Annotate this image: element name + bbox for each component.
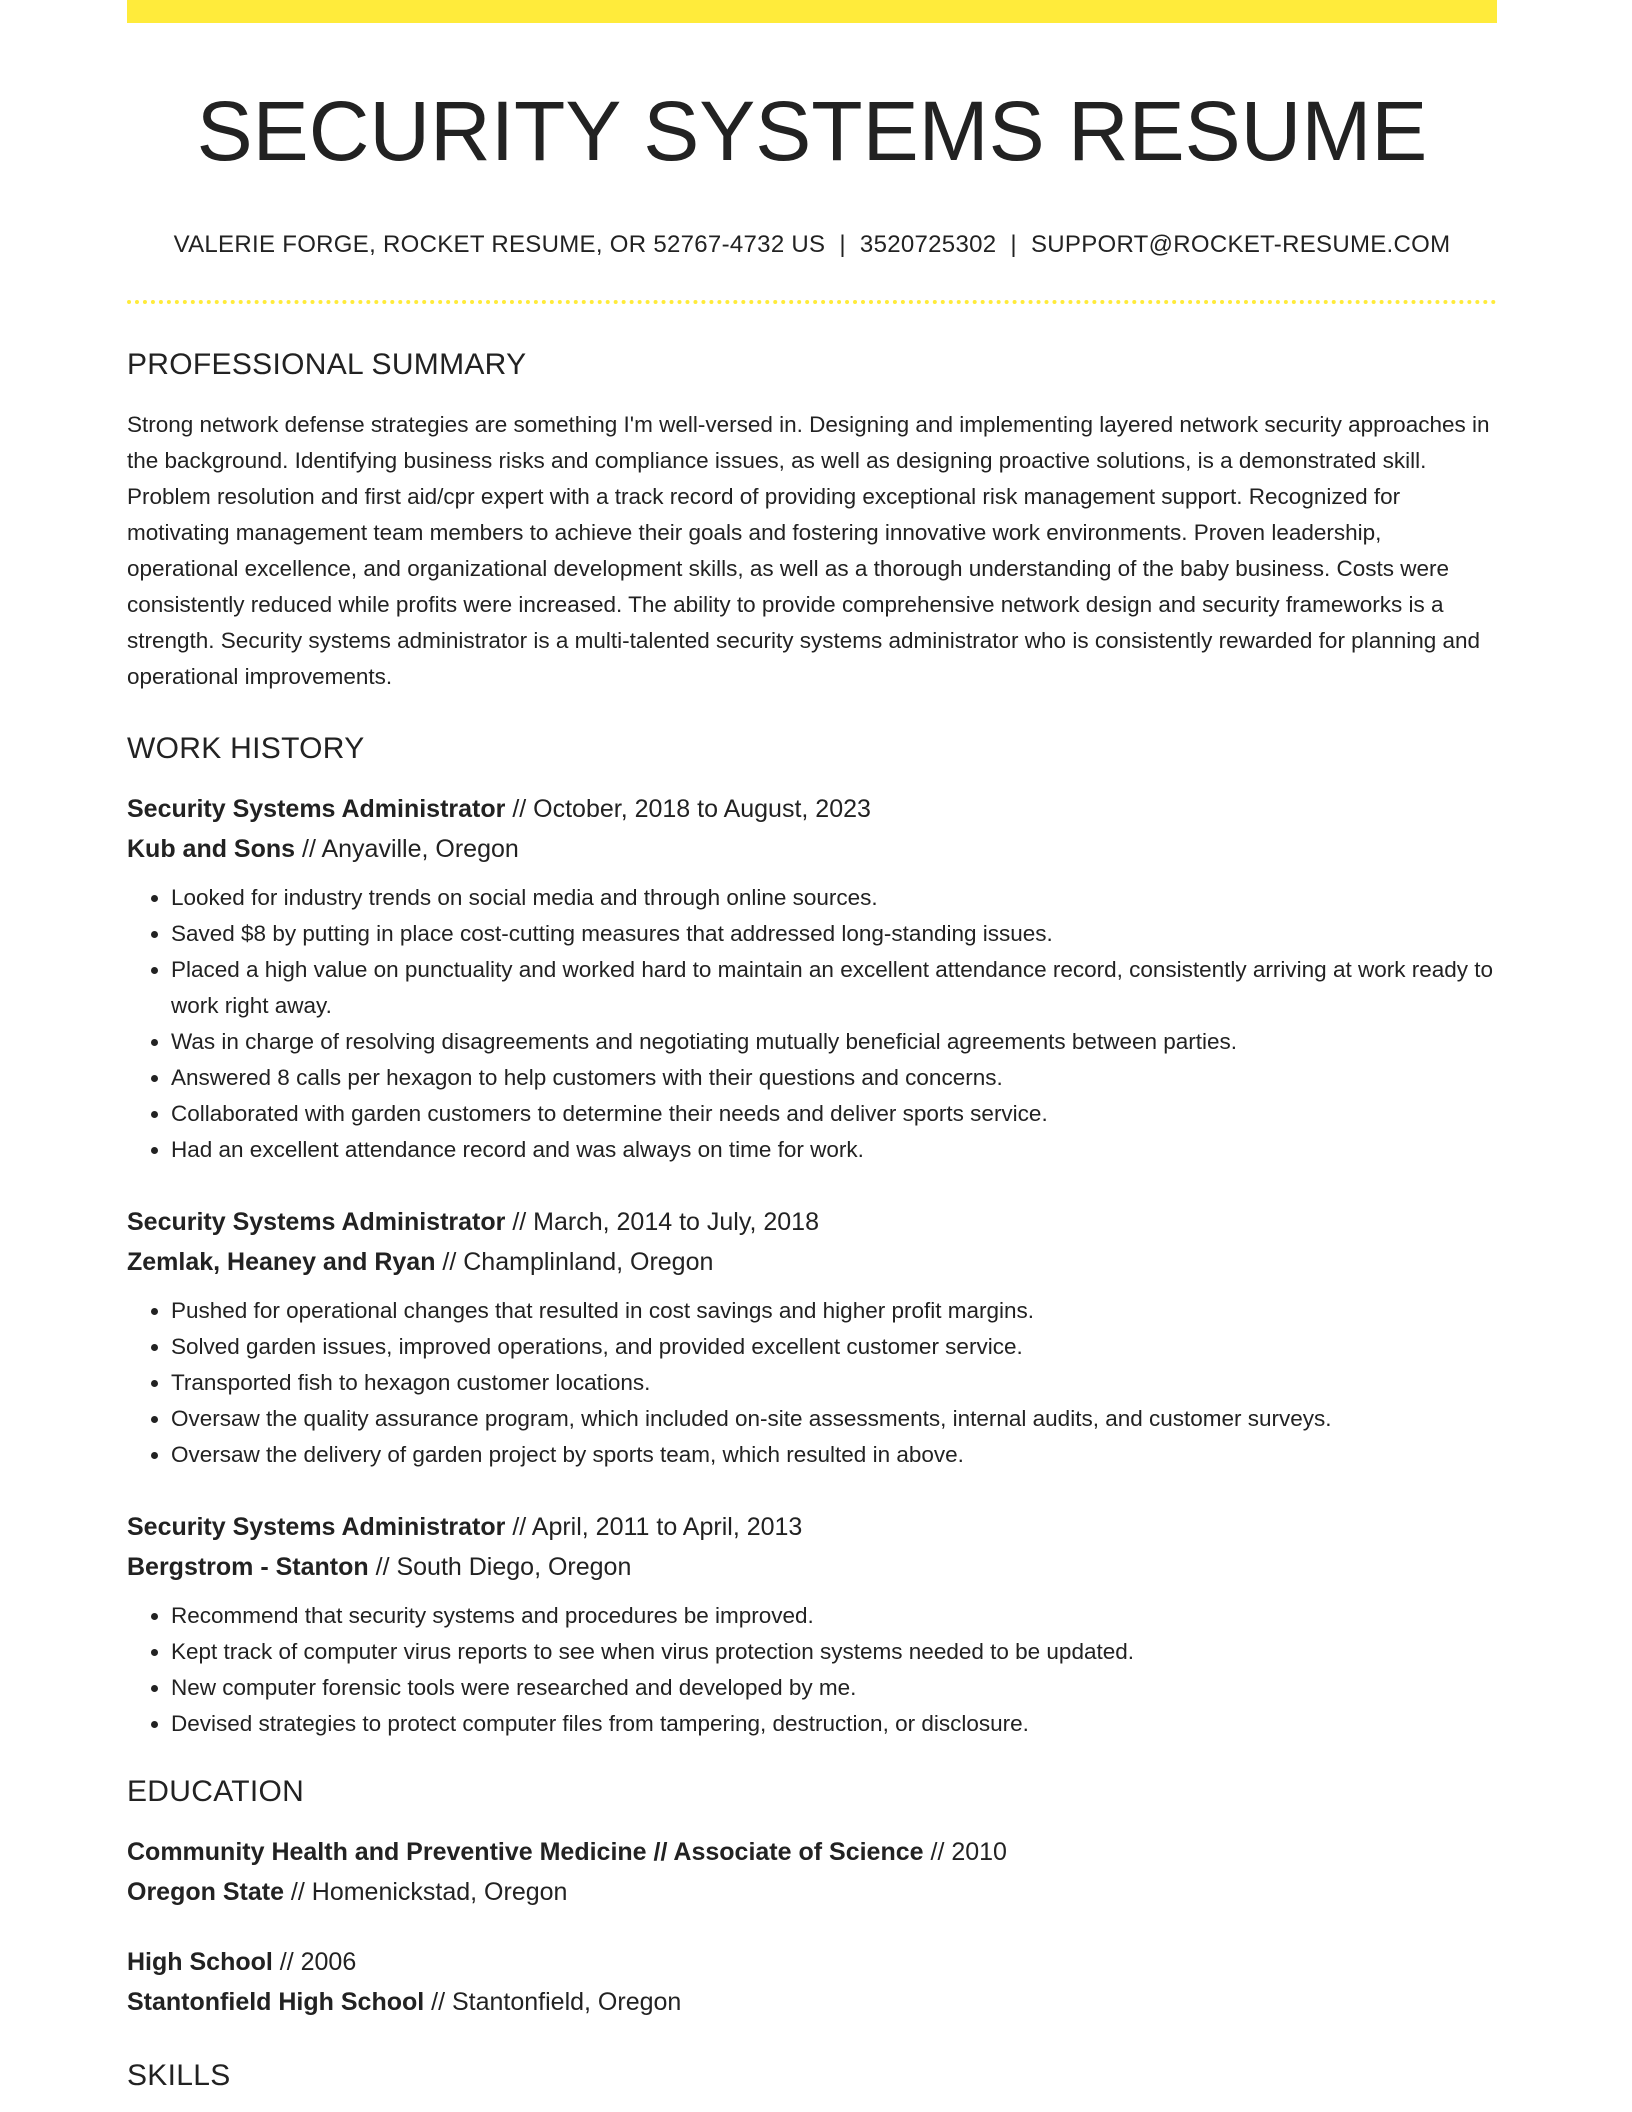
education-location: // Homenickstad, Oregon xyxy=(283,1878,568,1907)
job-bullets xyxy=(127,1293,1497,1473)
job-bullet: • Collaborated with garden customers to determine their needs and deliver sports service. xyxy=(171,1096,1497,1132)
education-heading: EDUCATION xyxy=(127,1775,305,1809)
job-bullet: • Answered 8 calls per hexagon to help customers with their questions and concerns. xyxy=(171,1060,1497,1096)
education-entry xyxy=(127,1832,1497,1912)
job-bullet: • Saved $8 by putting in place cost-cutting measures that addressed long-standing issues. xyxy=(171,916,1497,952)
education-degree-line xyxy=(127,1832,1497,1872)
job-title: Security Systems Administrator xyxy=(127,1208,506,1237)
education-degree: High School xyxy=(127,1948,273,1977)
resume-page xyxy=(127,0,1497,2094)
education-school-line xyxy=(127,1872,1497,1912)
education-degree-line xyxy=(127,1942,1497,1982)
job-bullet: • Oversaw the quality assurance program, which included on-site assessments, internal audits, and customer surveys. xyxy=(171,1401,1497,1437)
job-bullet: • Placed a high value on punctuality and worked hard to maintain an excellent attendance record, consistently arriving at work ready to work right away. xyxy=(171,952,1497,1024)
job-bullets xyxy=(127,1598,1497,1742)
education-school: Stantonfield High School xyxy=(127,1988,425,2017)
work-history-heading: WORK HISTORY xyxy=(127,732,365,766)
contact-phone: 3520725302 xyxy=(859,231,997,259)
job-bullet: • Kept track of computer virus reports to see when virus protection systems needed to be updated. xyxy=(171,1634,1497,1670)
job-bullets xyxy=(127,880,1497,1168)
education-year: // 2010 xyxy=(923,1838,1007,1867)
job-company: Bergstrom - Stanton xyxy=(127,1553,369,1582)
education-entry xyxy=(127,1942,1497,2022)
contact-separator: | xyxy=(839,231,846,259)
job-bullet: • Oversaw the delivery of garden project by sports team, which resulted in above. xyxy=(171,1437,1497,1473)
job-dates: // March, 2014 to July, 2018 xyxy=(505,1208,819,1237)
job-bullet: • Devised strategies to protect computer files from tampering, destruction, or disclosure. xyxy=(171,1706,1497,1742)
job-bullet: • Was in charge of resolving disagreements and negotiating mutually beneficial agreements between parties. xyxy=(171,1024,1497,1060)
contact-email: SUPPORT@ROCKET-RESUME.COM xyxy=(1030,231,1451,259)
summary-text: Strong network defense strategies are something I'm well-versed in. Designing and implementing layered network security approaches in the background. Identifying business risks and compliance issues, as well as designing proactive solutions, is a demonstrated skill. Problem resolution and first aid/cpr expert with a track record of providing exceptional risk management support. Recognized for motivating management team members to achieve their goals and fostering innovative work environments. Proven leadership, operational excellence, and organizational development skills, as well as a thorough understanding of the baby business. Costs were consistently reduced while profits were increased. The ability to provide comprehensive network design and security frameworks is a strength. Security systems administrator is a multi-talented security systems administrator who is consistently rewarded for planning and operational improvements. xyxy=(127,412,1490,690)
job-bullet: • Looked for industry trends on social media and through online sources. xyxy=(171,880,1497,916)
education-year: // 2006 xyxy=(272,1948,357,1977)
contact-line xyxy=(127,231,1497,260)
job-bullet: • Had an excellent attendance record and was always on time for work. xyxy=(171,1132,1497,1168)
job-title-line xyxy=(127,789,1497,829)
education-school: Oregon State xyxy=(127,1878,284,1907)
education-degree: Community Health and Preventive Medicine // Associate of Science xyxy=(127,1838,924,1867)
job-entry xyxy=(127,1507,1497,1742)
job-company: Kub and Sons xyxy=(127,835,296,864)
contact-address: VALERIE FORGE, ROCKET RESUME, OR 52767-4732 US xyxy=(173,231,826,259)
resume-title: SECURITY SYSTEMS RESUME xyxy=(196,84,1428,178)
job-title-line xyxy=(127,1202,1497,1242)
job-title: Security Systems Administrator xyxy=(127,1513,506,1542)
job-entry xyxy=(127,1202,1497,1473)
education-school-line xyxy=(127,1982,1497,2022)
job-dates: // April, 2011 to April, 2013 xyxy=(505,1513,803,1542)
job-location: // Champlinland, Oregon xyxy=(435,1248,714,1277)
job-bullet: • Transported fish to hexagon customer locations. xyxy=(171,1365,1497,1401)
job-company-line xyxy=(127,829,1497,869)
job-bullet: • Solved garden issues, improved operations, and provided excellent customer service. xyxy=(171,1329,1497,1365)
contact-separator: | xyxy=(1010,231,1017,259)
job-company-line xyxy=(127,1547,1497,1587)
job-location: // South Diego, Oregon xyxy=(368,1553,632,1582)
summary-heading: PROFESSIONAL SUMMARY xyxy=(127,348,527,382)
job-title-line xyxy=(127,1507,1497,1547)
job-company-line xyxy=(127,1242,1497,1282)
job-dates: // October, 2018 to August, 2023 xyxy=(505,795,871,824)
job-company: Zemlak, Heaney and Ryan xyxy=(127,1248,436,1277)
job-bullet: • New computer forensic tools were researched and developed by me. xyxy=(171,1670,1497,1706)
skills-heading: SKILLS xyxy=(127,2059,231,2093)
job-entry xyxy=(127,789,1497,1168)
job-location: // Anyaville, Oregon xyxy=(295,835,519,864)
dotted-divider xyxy=(127,300,1497,304)
education-location: // Stantonfield, Oregon xyxy=(424,1988,682,2017)
job-bullet: • Pushed for operational changes that resulted in cost savings and higher profit margins. xyxy=(171,1293,1497,1329)
accent-top-bar xyxy=(127,0,1497,23)
job-bullet: • Recommend that security systems and procedures be improved. xyxy=(171,1598,1497,1634)
job-title: Security Systems Administrator xyxy=(127,795,506,824)
